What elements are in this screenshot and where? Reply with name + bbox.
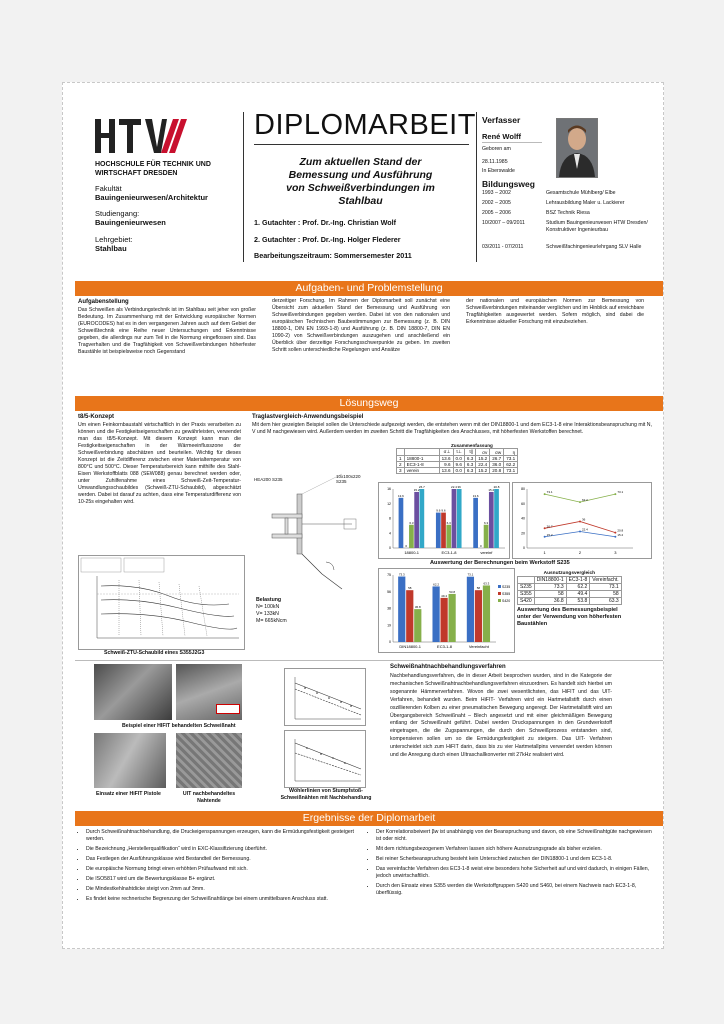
data-label: 58	[476, 586, 481, 591]
hifit-pistol-photo	[94, 733, 166, 788]
data-label: 13.6	[472, 493, 479, 498]
section-bar-solution: Lösungsweg	[75, 396, 663, 411]
list-item: • Durch den Einsatz eines S355 werden die Werkstoffgruppen S420 und S460, bei einem Nachweis nach EC3-1-8, überflüssig.	[376, 883, 652, 897]
weld-photo-1	[94, 664, 172, 720]
header-divider-right	[476, 112, 477, 262]
education-row: 2005 – 2006 BSZ Technik Riesa	[482, 210, 590, 216]
weld-photo-2	[176, 664, 242, 720]
legend-swatch	[498, 592, 501, 595]
bar	[432, 586, 439, 642]
bar	[475, 590, 482, 642]
tick-label: 60	[521, 501, 525, 506]
education-row: 2002 – 2005 Lehrausbildung Maler u. Lackierer	[482, 200, 625, 206]
tick-label: 12	[387, 501, 391, 506]
t85-text: Um einen Feinkornbaustahl wirtschaftlich in der Praxis verarbeiten zu können und die Festigkeitseigenschaften zu gewährleisten, verwendet man das t8/5-Konzept. Mit diesem Konzept kann man die Festigkeitseigenschaften in der Wärmeeinflusszone der Schweißverbindung abschätzen und beurteilen. Wichtig für dieses Konzept ist die Zeitdifferenz zwischen einer Materialtemperatur von 800°C und 500°C. Dieser Temperaturbereich kann mithilfe des Stahl-Eisen Werkstoffblatts 088 (SEW088) genau berechnet werden oder, unter Zuhilfenahme eines Schweiß-Zeit-Temperatur-Umwandlungsschaubildes (Schweiß-ZTU-Schaubild), abgeschätzt werden. Dabei ist darauf zu achten, dass eine Temperaturdifferenz von 10-25s eingehalten wird.	[78, 422, 241, 505]
post-heading: Schweißnahtnachbehandlungsverfahren	[390, 664, 506, 670]
subject-block: Lehrgebiet: Stahlbau	[95, 235, 133, 253]
author-name: René Wolff	[482, 132, 522, 141]
bar	[436, 513, 441, 548]
bar	[457, 489, 462, 548]
steel-bar-chart	[378, 568, 515, 653]
data-point	[579, 520, 581, 522]
data-label: 36.8	[414, 605, 421, 610]
data-label: 15.2	[546, 532, 553, 537]
data-label: 15.2	[413, 487, 420, 492]
tick-label: 0	[523, 546, 525, 550]
data-label: 20.8	[617, 528, 624, 533]
section-bar-results: Ergebnisse der Diplomarbeit	[75, 811, 663, 826]
htw-logo-icon	[95, 117, 187, 155]
data-label: 26.7	[546, 524, 553, 529]
plate-label: 10x100x220 S235	[336, 474, 361, 484]
bar	[398, 577, 405, 642]
tick-label: 4	[389, 531, 391, 536]
data-point	[614, 532, 616, 534]
education-row: 03/2011 - 07/2011 Schweißfachingenieurlehrgang SLV Halle	[482, 244, 642, 250]
table-header-row: DIN18800-1 EC3-1-8 Vereinfacht.	[518, 577, 622, 584]
ztu-curves-icon	[79, 556, 244, 649]
list-item: • Durch Schweißnahtnachbehandlung, die Druckeigenspannungen erzeugen, kann die Ermüdungsfestigkeit gesteigert werden.	[86, 829, 360, 843]
ztu-caption: Schweiß-ZTU-Schaubild eines S355J2G3	[104, 650, 205, 656]
list-item: • Mit dem richtungsbezogenem Verfahren lassen sich höhere Ausnutzungsgrade als bisher erzielen.	[376, 846, 652, 853]
data-label: 73.3	[398, 572, 405, 577]
bar	[414, 492, 419, 548]
data-label: 58	[408, 586, 412, 591]
data-point	[579, 501, 581, 503]
tick-label: 40	[521, 516, 525, 521]
data-point	[614, 493, 616, 495]
tick-label: 80	[521, 487, 525, 491]
data-label: 0	[405, 544, 408, 548]
table-row: 3 verein 13.6 0.0 6.3 15.2 20.8 73.1	[397, 468, 518, 474]
tick-label: 0	[389, 546, 391, 550]
tick-label: 3	[614, 550, 617, 555]
bar	[449, 594, 456, 642]
data-point	[544, 527, 546, 529]
thesis-subtitle: Zum aktuellen Stand der Bemessung und Ausführung von Schweißverbindungen im Stahlbau	[286, 156, 435, 207]
data-label: 22.4	[582, 527, 588, 532]
steel-table-title: Ausnutzungsvergleich	[543, 571, 596, 576]
tick-label: 20	[521, 531, 525, 536]
legend-swatch	[498, 599, 501, 602]
list-item: • Der Korrelationsbeiwert βw ist unabhängig von der Beanspruchung und davon, ob eine Schweißnahtgüte nachgewiesen ist oder nicht.	[376, 829, 652, 843]
tick-label: EC3-1-8	[437, 644, 452, 649]
bar	[441, 513, 446, 548]
education-list	[482, 190, 658, 262]
tick-label: 0	[389, 640, 391, 644]
born-label: Geboren am	[482, 146, 511, 152]
s235-line-chart	[512, 482, 652, 559]
tick-label: Vereinfacht	[468, 644, 489, 649]
pistol-caption: Einsatz einer HiFIT Pistole	[96, 791, 161, 797]
legend-entry: S235	[502, 585, 511, 589]
tick-label: 56	[387, 589, 391, 594]
header-divider-left	[243, 112, 244, 262]
steel-table	[517, 576, 622, 605]
list-item: • Es findet keine rechnerische Begrenzung der Schweißnahtlänge bei einem unmittelbaren Anschluss statt.	[86, 896, 360, 903]
data-label: 9.6	[436, 508, 441, 513]
bar	[409, 525, 414, 548]
bar	[446, 525, 451, 548]
woehler-lines-icon-2	[285, 731, 365, 787]
list-item: • Die europäische Normung bringt einen erhöhten Prüfaufwand mit sich.	[86, 866, 360, 873]
results-left-list	[78, 829, 360, 903]
born-date: 28.11.1985	[482, 159, 508, 165]
results-right-list	[368, 829, 652, 897]
steel-table-wrap	[517, 571, 622, 628]
tick-label: EC3-1-8	[441, 550, 457, 555]
tick-label: 2	[578, 550, 582, 555]
data-label: 0	[480, 544, 482, 548]
program-block: Studiengang: Bauingenieurwesen	[95, 209, 166, 227]
summary-table-title: Zusammenfassung	[451, 443, 493, 448]
s235-bar-chart-svg	[379, 483, 509, 558]
uit-caption: UIT nachbehandeltes Nahtende	[182, 791, 236, 804]
table-header-row: σ⊥ τ⊥ τ∥ σv σw η	[397, 449, 518, 456]
author-label: Verfasser	[482, 115, 521, 125]
data-label: 63.3	[483, 581, 490, 586]
table-row: 1 18800-1 13.6 0.0 6.3 15.2 26.7 73.1	[397, 456, 518, 462]
data-label: 13.6	[398, 493, 404, 498]
steel-bar-chart-svg	[379, 569, 514, 652]
bar	[467, 577, 474, 642]
tick-label: 16	[387, 487, 391, 491]
tick-label: DIN18800-1	[399, 644, 421, 649]
bar	[484, 525, 489, 548]
reviewer-2: 2. Gutachter : Prof. Dr.-Ing. Holger Flederer	[254, 235, 401, 244]
tick-label: 18800-1	[404, 550, 420, 555]
tick-label: vereinf	[480, 550, 493, 555]
tick-label: 8	[389, 516, 391, 521]
bar	[494, 489, 499, 548]
data-point	[614, 536, 616, 538]
task-text-2: derzeitiger Forschung. Im Rahmen der Diplomarbeit soll zunächst eine Übersicht zum aktuellen Stand der Bemessung und Ausführung von Schweißverbindungen gegeben werden. Dabei ist von den nationalen und europäischen Technischen Baubestimmungen zur Bemessung (z. B. DIN 18800-1, DIN EN 1993-1-8) und Ausführung (z. B. DIN 18800-7, DIN EN 1090-2) von Schweißverbindungen auszugehen und anschließend ein Überblick über derzeitige Forschungsschwerpunkte zu geben. Im zweiten Schritt sollen unterschiedliche Regelungen und Ansätze	[272, 298, 450, 353]
task-text: Das Schweißen als Verbindungstechnik ist im Stahlbau seit jeher von großer Bedeutung. Im Zusammenhang mit der Entwicklung europäischer Normen (EUROCODES) hat es in den vergangenen Jahren auch auf dem Gebiet der Schweißtechnik eine Reihe neuer Untersuchungen und Erkenntnisse gegeben, die allerdings nur zum Teil in die Normung eingeflossen sind. Das Tragverhalten und die Tragfähigkeit von Schweißverbindungen höherfester Baustähle ist beispielsweise noch Gegenstand	[78, 307, 256, 355]
table-row: S355 58 49.4 58	[518, 591, 622, 598]
woehler-chart-1	[284, 668, 366, 726]
woehler-lines-icon	[285, 669, 365, 725]
list-item: • Das vereinfachte Verfahren des EC3-1-8 weist eine besonders hohe Sicherheit auf und wird dadurch, in einigen Fällen, jedoch unwirtschaftlich.	[376, 866, 652, 880]
data-point	[544, 536, 546, 538]
education-row: 1993 – 2002 Gesamtschule Mühlberg/ Elbe	[482, 190, 616, 196]
data-label: 6.3	[483, 520, 489, 525]
t85-heading: t8/5-Konzept	[78, 414, 114, 420]
summary-table-wrap	[396, 443, 518, 474]
school-name: HOCHSCHULE FÜR TECHNIK UND WIRTSCHAFT DRESDEN	[95, 161, 211, 177]
s235-line-chart-svg	[513, 483, 651, 558]
legend-entry: S420	[502, 599, 511, 603]
photo-callout	[216, 704, 240, 714]
list-item: • Die Bezeichnung „Herstellerqualifikation“ wird in EXC-Klassifizierung überführt.	[86, 846, 360, 853]
data-label: 9.6	[441, 508, 446, 513]
bar	[473, 498, 478, 548]
woehler-chart-2	[284, 730, 366, 788]
data-label: 73.1	[546, 490, 553, 495]
list-item: • Die ISO5817 wird um die Bewertungsklasse B+ ergänzt.	[86, 876, 360, 883]
data-label: 22.4	[451, 485, 457, 489]
bar	[399, 498, 404, 548]
faculty-block: Fakultät Bauingenieurwesen/Architektur	[95, 184, 208, 202]
born-place: In Eberswalde	[482, 168, 515, 174]
series-line	[545, 494, 616, 502]
tick-label: 1	[543, 550, 546, 555]
list-item: • Bei reiner Scherbeanspruchung besteht kein Unterschied zwischen der DIN18800-1 und dem EC3-1-8.	[376, 856, 652, 863]
bar	[440, 598, 447, 642]
legend-entry: S355	[502, 592, 511, 596]
bar	[420, 489, 425, 548]
education-row: 10/2007 – 09/2011 Studium Bauingenieurwesen HTW Dresden/ Konstruktiver Ingenieurbau	[482, 220, 648, 233]
legend-swatch	[498, 585, 501, 588]
tick-label: 38	[387, 606, 391, 611]
portrait-icon	[557, 119, 597, 177]
data-label: 26.7	[418, 485, 425, 489]
bar	[489, 492, 494, 548]
woehler-caption: Wöhlerlinien von Stumpfstoß- Schweißnähten mit Nachbehandlung	[280, 788, 372, 801]
ztu-diagram	[78, 555, 245, 650]
steel-caption: Auswertung des Bemessungsbeispiel unter der Verwendung von höherfesten Baustählen	[517, 607, 622, 627]
hea-label: HEA200 S235	[254, 477, 283, 482]
bar	[406, 590, 413, 642]
compare-heading: Traglastvergleich-Anwendungsbeispiel	[252, 414, 364, 420]
list-item: • Das Festlegen der Ausführungsklasse wird Bestandteil der Bemessung.	[86, 856, 360, 863]
editing-period: Bearbeitungszeitraum: Sommersemester 2011	[254, 251, 412, 260]
data-point	[579, 530, 581, 532]
page-title: DIPLOMARBEIT	[254, 109, 476, 141]
section-bar-tasks: Aufgaben- und Problemstellung	[75, 281, 663, 296]
education-label: Bildungsweg	[482, 179, 535, 189]
author-photo	[556, 118, 598, 178]
data-point	[544, 493, 546, 495]
tick-label: 75	[387, 573, 391, 577]
data-label: 20.8	[493, 485, 500, 489]
table-row: 2 EC3-1-8 9.6 9.6 6.3 22.4 36.0 62.2	[397, 462, 518, 468]
data-label: 73.1	[617, 490, 624, 495]
hifit-caption: Beispiel einer HIFIT behandelten Schweißnaht	[122, 723, 236, 729]
data-label: 53.8	[449, 589, 456, 594]
data-label: 6.3	[446, 520, 451, 525]
data-label: 73.1	[467, 572, 474, 577]
title-rule	[254, 144, 469, 145]
compare-text: Mit dem hier gezeigten Beispiel sollen die Unterschiede aufgezeigt werden, die entstehen wenn mit der DIN18800-1 und dem EC3-1-8 eine Interaktionsbeanspruchung mit N, V und M nachgewiesen wird. Außerdem werden im zweiten Schritt die Tragfähigkeiten des Anschlusses, mit höherfesten Werkstoffen berechnet.	[252, 422, 652, 435]
data-label: 15.2	[617, 532, 624, 537]
task-text-3: der nationalen und europäischen Normen zur Bemessung von Schweißverbindungen miteinander verglichen und im Hinblick auf erreichbare Tragfähigkeiten ausgewertet werden. Sofern möglich, sind dabei die Erkenntnisse aktueller Forschung mit einzubeziehen.	[466, 298, 644, 325]
s235-caption: Auswertung der Berechnungen beim Werkstoff S235	[430, 560, 570, 566]
s235-bar-chart	[378, 482, 510, 559]
list-item: • Die Mindestkehlnahtdicke steigt von 2mm auf 3mm.	[86, 886, 360, 893]
tick-label: 19	[387, 623, 391, 628]
data-label: 49.4	[441, 593, 448, 598]
results-right	[368, 829, 652, 900]
data-label: 36	[582, 517, 586, 522]
reviewer-1: 1. Gutachter : Prof. Dr.-Ing. Christian Wolf	[254, 218, 397, 227]
uit-photo	[176, 733, 242, 788]
task-heading: Aufgabenstellung	[78, 299, 129, 305]
data-label: 6.3	[409, 520, 414, 525]
table-row: S235 73.3 62.2 73.1	[518, 584, 622, 591]
data-label: 15.2	[488, 487, 495, 492]
post-text: Nachbehandlungsverfahren, die in dieser Arbeit besprochen wurden, sind in die Kategorie der mechanischen Schweißnahtnachbehandlungsverfahren einzuordnen. Es handelt sich hierbei um sogenannte Hämmerverfahren. Wovon die zwei wesentlichsten, das HiFIT und das UIT-Verfahren, behandelt wurden. Beim HiFIT- Verfahren wird ein Hartmetallstift durch einen oszillierenden Kolben zu einer pneumatischen Bewegung angeregt. Der Hartmetallstift wird am Übergangsbereich Schweißnaht – Blech angesetzt und mit einer gleichmäßigen Bewegung entlang der Schweißnaht geführt. Dabei werden Druckspannungen in den Grundwerkstoff eingetragen, die die Zugspannungen, die durch den Schweißprozess entstanden sind, kompensieren sollen um so die Ermüdungsfestigkeit zu steigern. Das UIT- Verfahren unterscheidet sich zum HiFIT darin, dass bis zu vier Hartmetallpins verwendet werden können und die Anregung durch einen Ultraschallkonverter mit 27kHz realisiert wird.	[390, 673, 612, 759]
results-left	[78, 829, 360, 906]
data-label: 62.2	[582, 498, 588, 503]
data-label: 36	[457, 485, 461, 489]
table-row: S420 36.8 53.8 63.3	[518, 598, 622, 605]
data-label: 62.2	[433, 582, 440, 587]
bar	[483, 585, 490, 642]
load-block: Belastung N= 100kN V= 133kN M= 665kNcm	[256, 597, 287, 624]
bar	[414, 609, 421, 642]
summary-table	[396, 448, 518, 474]
bar	[452, 489, 457, 548]
